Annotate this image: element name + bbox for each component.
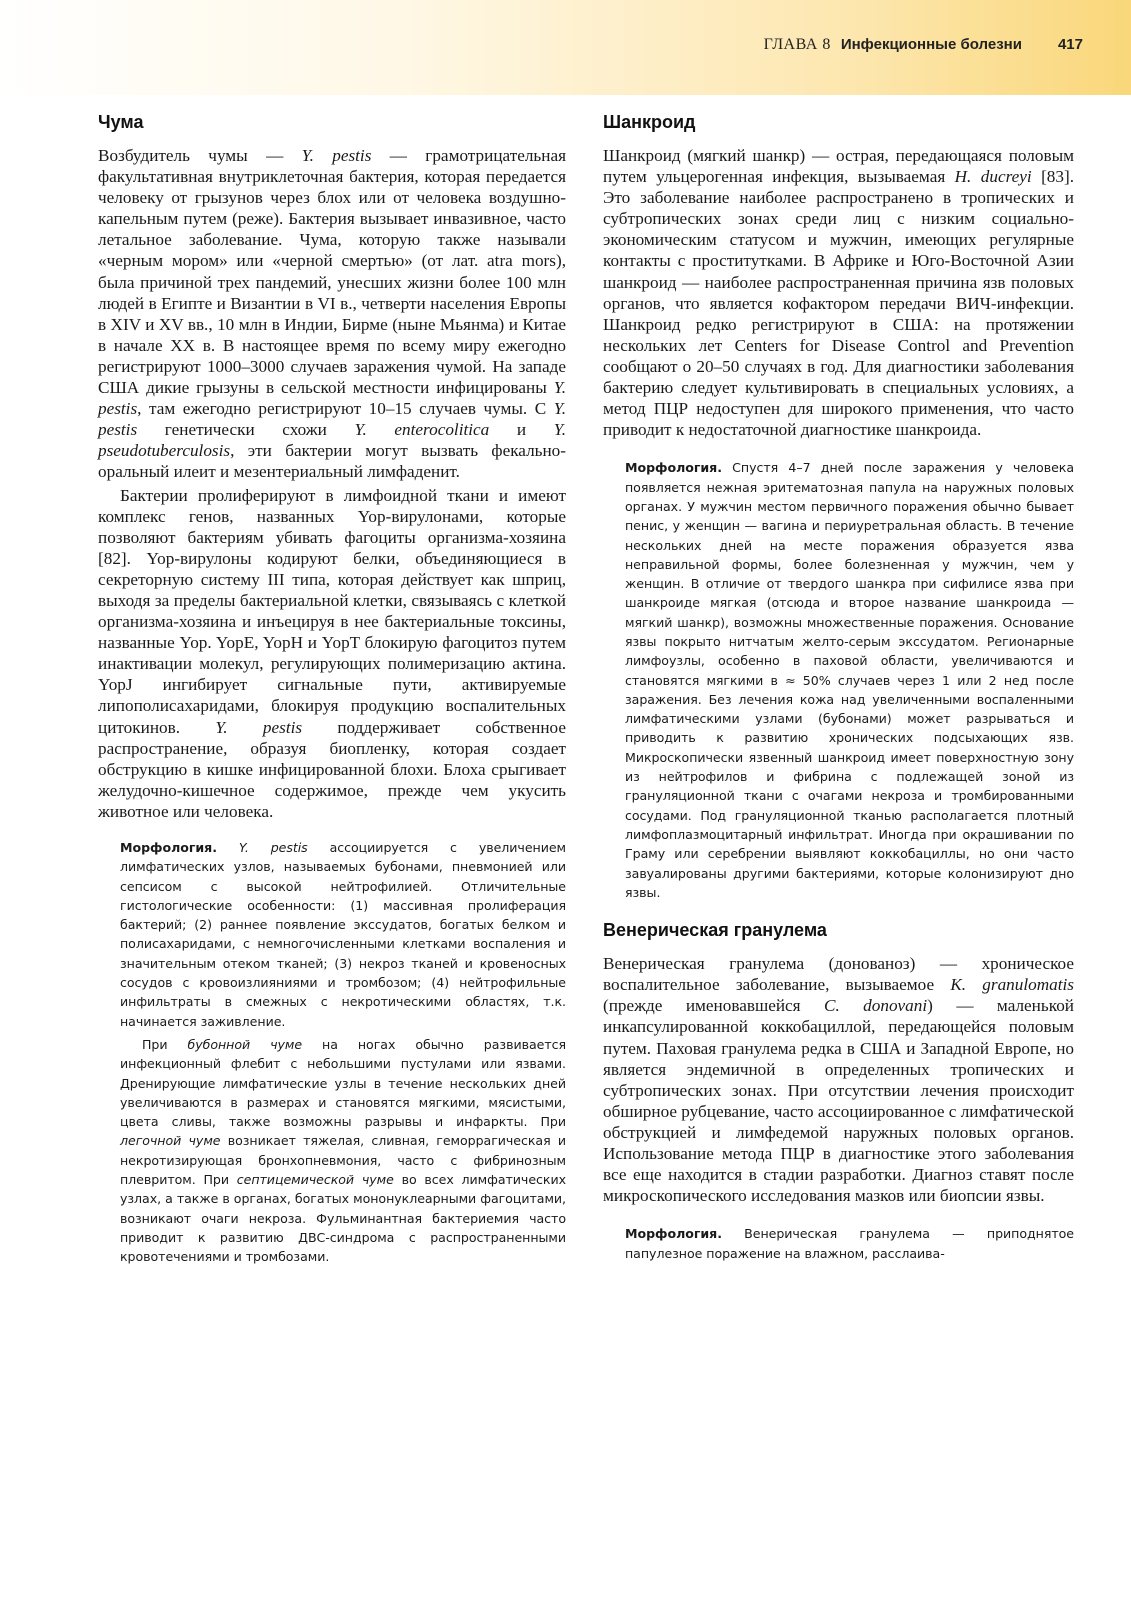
plague-morphology-paragraph-1: Морфология. Y. pestis ассоциируется с увеличением лимфатических узлов, называемых бубонами, пневмонией или сепсисом с высокой нейтрофилией. Отличительные гистологические особенности: (1) массивная пролиферация бактерий; (2) раннее появление экссудатов, богатых белком и полисахаридами, с немногочисленными клетками воспаления и значительным отеком тканей; (3) некроз тканей и кровеносных сосудов с кровоизлияниями и тромбозом; (4) нейтрофильные инфильтраты в смежных с некротическими областях, т.к. начинается заживление. [120,840,566,1029]
page-number: 417 [1057,36,1083,53]
chancroid-morphology-paragraph: Морфология. Спустя 4–7 дней после заражения у человека появляется нежная эритематозная папула на наружных половых органах. У мужчин местом первичного поражения обычно бывает пенис, у женщин — вагина и периуретральная область. В течение нескольких дней на месте поражения образуется язва неправильной формы, более болезненная у мужчин, чем у женщин. В отличие от твердого шанкра при сифилисе язва при шанкроиде мягкая (отсюда и второе название шанкроида — мягкий шанкр), возможны множественные поражения. Основание язвы покрыто нитчатым желто-серым экссудатом. Регионарные лимфоузлы, особенно в паховой области, увеличиваются и становятся мягкими в ≈ 50% случаев через 1 или 2 нед после заражения. Без лечения кожа над увеличенными воспаленными лимфатическими узлами (бубонами) может разрываться и приводить к развитию хронических подсыхающих язв. Микроскопически язвенный шанкроид имеет поверхностную зону из нейтрофилов и фибрина с подлежащей зоной из грануляционной ткани с очагами некроза и тромбированными сосудами. Под грануляционной тканью располагается плотный лимфоплазмоцитарный инфильтрат. Иногда при окрашивании по Граму или серебрении выявляют коккобациллы, но они часто завуалированы другими бактериями, которые колонизируют дно язвы. [625,460,1074,900]
section-heading-granuloma: Венерическая гранулема [603,920,827,941]
plague-morphology-box [120,838,566,1267]
section-heading-chancroid: Шанкроид [603,112,696,132]
chancroid-paragraph-1: Шанкроид (мягкий шанкр) — острая, передающаяся половым путем ульцерогенная инфекция, вызываемая H. ducreyi [83]. Это заболевание наиболее распространено в тропических и субтропических зонах среди лиц с низким социально-экономическим статусом и мужчин, имеющих регулярные контакты с проститутками. В Африке и Юго-Восточной Азии шанкроид — наиболее распространенная причина язв половых органов, что является кофактором передачи ВИЧ-инфекции. Шанкроид редко регистрируют в США: на протяжении нескольких лет Centers for Disease Control and Prevention сообщают о 20–50 случаях в год. Для диагностики заболевания бактерию следует культивировать в специальных условиях, а метод ПЦР недоступен для широкого применения, что часто приводит к недостаточной диагностике шанкроида. [603,146,1074,440]
plague-paragraph-1: Возбудитель чумы — Y. pestis — грамотрицательная факультативная внутриклеточная бактерия, которая передается человеку от грызунов через блох или от человека воздушно-капельным путем (реже). Бактерия вызывает инвазивное, часто летальное заболевание. Чума, которую также называли «черным мором» или «черной смертью» (от лат. atra mors), была причиной трех пандемий, унесших жизни более 100 млн людей в Египте и Византии в VI в., четверти населения Европы в XIV и XV вв., 10 млн в Индии, Бирме (ныне Мьянма) и Китае в начале XX в. В настоящее время по всему миру ежегодно регистрируют 1000–3000 случаев заражения чумой. На западе США дикие грызуны в сельской местности инфицированы Y. pestis, там ежегодно регистрируют 10–15 случаев чумы. С Y. pestis генетически схожи Y. enterocolitica и Y. pseudotuberculosis, эти бактерии могут вызвать фекально-оральный илеит и мезентериальный лимфаденит. [98,146,567,482]
granuloma-morphology-box [625,1224,1074,1263]
granuloma-paragraph-1: Венерическая гранулема (донованоз) — хроническое воспалительное заболевание, вызываемое K. granulomatis (прежде именовавшейся C. donovani) — маленькой инкапсулированной коккобациллой, передающейся половым путем. Паховая гранулема редка в США и Западной Европе, но является эндемичной в определенных тропических и субтропических зонах. При отсутствии лечения происходит обширное рубцевание, часто ассоциированное с лимфатической обструкцией и лимфедемой наружных половых органов. Использование метода ПЦР в диагностике этого заболевания все еще находится в стадии разработки. Диагноз ставят после микроскопического исследования мазков или биопсии язвы. [603,954,1074,1206]
running-header [764,36,1083,60]
section-heading-plague: Чума [98,112,144,132]
plague-paragraph-2: Бактерии пролиферируют в лимфоидной ткани и имеют комплекс генов, названных Yop-вирулонами, которые позволяют бактериям убивать фагоциты организма-хозяина [82]. Yop-вирулоны кодируют белки, объединяющиеся в секреторную систему III типа, которая действует как шприц, выходя за пределы бактериальной клетки, связываясь с клеткой организма-хозяина и инъецируя в нее бактериальные токсины, названные Yop. YopE, YopH и YopT блокирую фагоцитоз путем инактивации молекул, регулирующих полимеризацию актина. YopJ ингибирует сигнальные пути, активируемые липополисахаридами, блокируя продукцию воспалительных цитокинов. Y. pestis поддерживает собственное распространение, образуя биопленку, которая создает обструкцию в кишке инфицированной блохи. Блоха срыгивает желудочно-кишечное содержимое, прежде чем укусить животное или человека. [98,485,566,821]
plague-morphology-paragraph-2: При бубонной чуме на ногах обычно развивается инфекционный флебит с небольшими пустулами или язвами. Дренирующие лимфатические узлы в течение нескольких дней увеличиваются в размерах и становятся мягкими, мясистыми, цвета сливы, также возможны разрывы и инфаркты. При легочной чуме возникает тяжелая, сливная, геморрагическая и некротизирующая бронхопневмония, часто с фибринозным плевритом. При септицемической чуме во всех лимфатических узлах, а также в органах, богатых мононуклеарными фагоцитами, возникают очаги некроза. Фульминантная бактериемия часто приводит к развитию ДВС-синдрома с распространенными кровотечениями и тромбозами. [120,1036,567,1265]
left-column [98,112,566,1267]
granuloma-morphology-paragraph: Морфология. Венерическая гранулема — приподнятое папулезное поражение на влажном, расслаива- [625,1226,1074,1261]
right-column [603,112,1074,1263]
chancroid-morphology-box [625,458,1074,902]
chapter-label: ГЛАВА 8 [763,36,831,53]
chapter-title: Инфекционные болезни [840,36,1022,53]
